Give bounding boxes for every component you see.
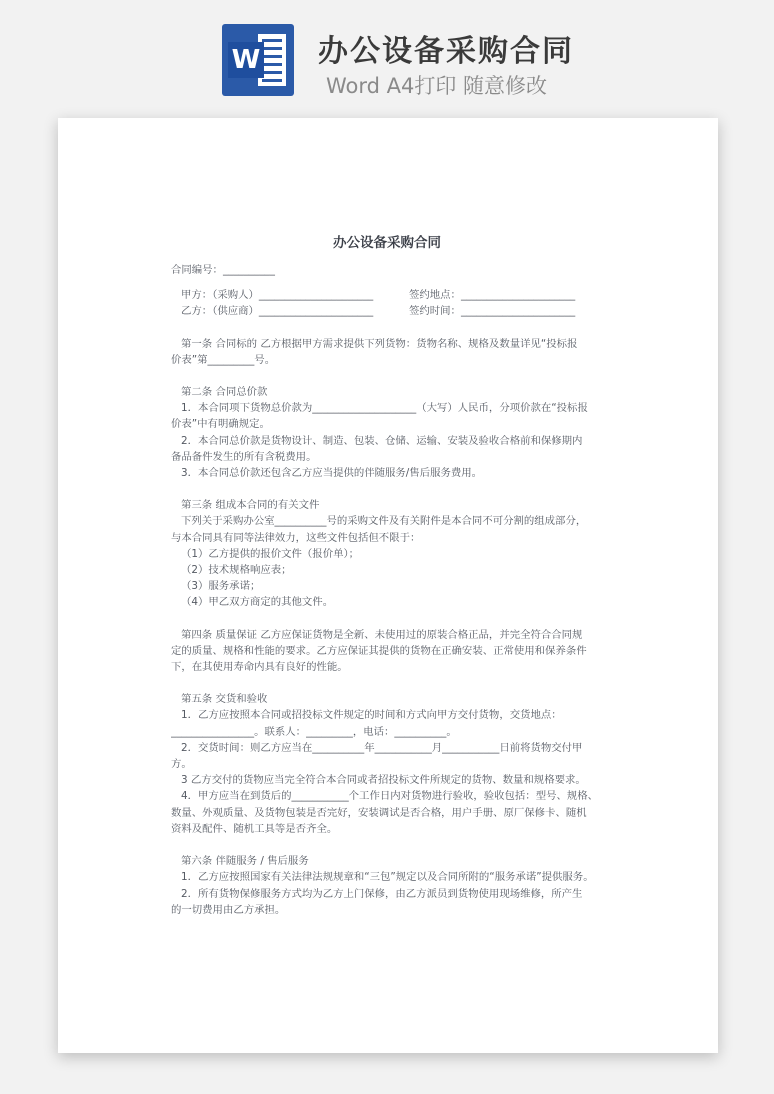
article-3-item: （3）服务承诺； <box>181 580 261 593</box>
article-2-line: 备品备件发生的所有含税费用。 <box>171 450 317 463</box>
article-4-line: 下，在其使用寿命内具有良好的性能。 <box>171 661 348 674</box>
article-5-line: 3 乙方交付的货物应当完全符合本合同或者招投标文件所规定的货物、数量和规格要求。 <box>181 774 586 787</box>
article-5-line: 数量、外观质量、及货物包装是否完好，安装调试是否合格，用户手册、原厂保修卡、随机 <box>171 806 587 819</box>
header-subtitle: Word A4打印 随意修改 <box>326 74 548 98</box>
document-body <box>171 234 603 918</box>
document-page <box>58 118 718 1053</box>
article-3-item: （2）技术规格响应表； <box>181 564 292 577</box>
article-6-heading: 第六条 伴随服务 / 售后服务 <box>181 855 309 868</box>
sign-time: 签约时间：______________________ <box>409 305 576 318</box>
article-3-line: 与本合同具有同等法律效力，这些文件包括但不限于： <box>171 531 421 544</box>
article-1-line: 价表”第_________号。 <box>171 353 276 366</box>
article-3-heading: 第三条 组成本合同的有关文件 <box>181 499 320 512</box>
article-2-heading: 第二条 合同总价款 <box>181 386 268 399</box>
article-5-line: 2．交货时间：则乙方应当在__________年___________月___________日前将货物交付甲 <box>181 741 583 754</box>
party-a-row <box>171 287 603 303</box>
article-4-line: 第四条 质量保证 乙方应保证货物是全新、未使用过的原装合格正品，并完全符合合同规 <box>181 628 583 641</box>
contract-number: 合同编号：__________ <box>171 264 275 276</box>
article-3-item: （1）乙方提供的报价文件（报价单）； <box>181 547 360 560</box>
article-5-line: 资料及配件、随机工具等是否齐全。 <box>171 822 338 835</box>
article-5-line: 1．乙方应按照本合同或招投标文件规定的时间和方式向甲方交付货物，交货地点： <box>181 709 562 722</box>
article-2-line: 价表”中有明确规定。 <box>171 418 270 431</box>
article-3-line: 下列关于采购办公室__________号的采购文件及有关附件是本合同不可分割的组成部分， <box>181 515 587 528</box>
article-3-item: （4）甲乙双方商定的其他文件。 <box>181 596 334 609</box>
article-5-line: 方。 <box>171 758 192 771</box>
article-2-line: 1．本合同项下货物总价款为____________________（大写）人民币，分项价款在“投标报 <box>181 402 588 415</box>
word-icon-letter: W <box>228 42 264 78</box>
document-title: 办公设备采购合同 <box>333 235 441 251</box>
article-5-heading: 第五条 交货和验收 <box>181 693 268 706</box>
article-2-line: 2．本合同总价款是货物设计、制造、包装、仓储、运输、安装及验收合格前和保修期内 <box>181 434 583 447</box>
header <box>0 0 774 118</box>
article-1-line: 第一条 合同标的 乙方根据甲方需求提供下列货物：货物名称、规格及数量详见“投标报 <box>181 337 578 350</box>
article-6-line: 1．乙方应按照国家有关法律法规规章和“三包”规定以及合同所附的“服务承诺”提供服务。 <box>181 871 594 884</box>
header-title: 办公设备采购合同 <box>318 34 574 69</box>
party-a: 甲方：（采购人）______________________ <box>181 289 374 302</box>
article-6-line: 的一切费用由乙方承担。 <box>171 903 286 916</box>
party-b: 乙方：（供应商）______________________ <box>181 305 374 318</box>
word-icon <box>222 24 294 96</box>
article-4-line: 定的质量、规格和性能的要求。乙方应保证其提供的货物在正确安装、正常使用和保养条件 <box>171 644 587 657</box>
sign-place: 签约地点：______________________ <box>409 289 576 302</box>
party-b-row <box>171 303 603 319</box>
article-5-line: ________________。联系人：_________，电话：__________。 <box>171 725 457 738</box>
article-2-line: 3．本合同总价款还包含乙方应当提供的伴随服务/售后服务费用。 <box>181 467 483 480</box>
article-5-line: 4．甲方应当在到货后的___________个工作日内对货物进行验收，验收包括：型号、规格、 <box>181 790 599 803</box>
article-6-line: 2．所有货物保修服务方式均为乙方上门保修，由乙方派员到货物使用现场维修，所产生 <box>181 887 583 900</box>
